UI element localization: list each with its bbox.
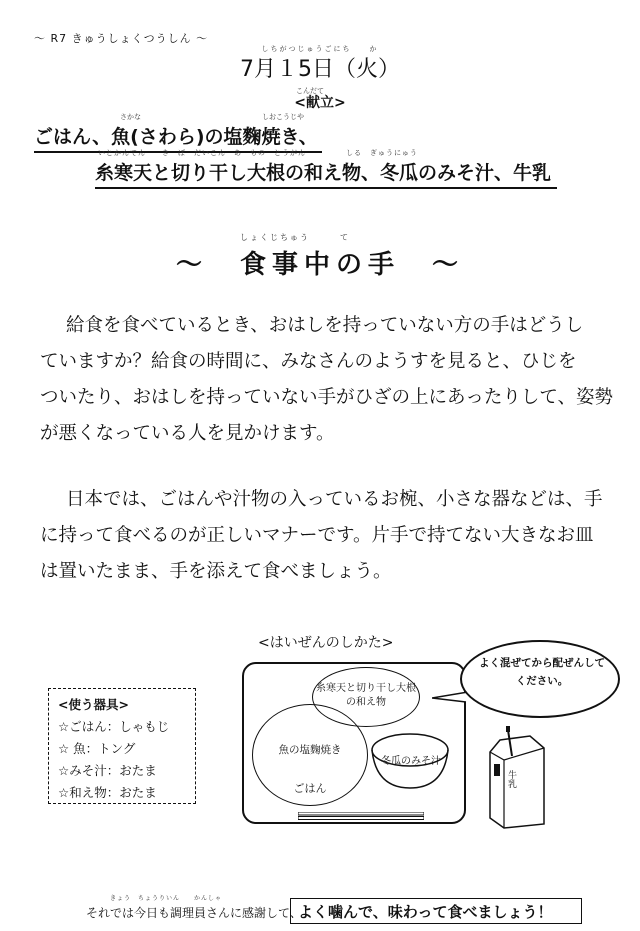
utensil-item: ☆ごはん：しゃもじ [58,719,170,734]
section-title: ～ 食事中の手 ～ [175,250,464,280]
section-title-ruby: しょくじちゅう て [240,233,350,242]
date-title: 7月１5日（火） [240,57,400,82]
menu-line1-ruby-a: さかな [120,113,141,121]
milk-label: 牛乳 [506,770,516,788]
utensils-title: <使う器具> [58,697,129,712]
menu-line2: 糸寒天と切り干し大根の和え物、冬瓜のみそ汁、牛乳 [95,158,557,189]
utensil-item: ☆ 魚：トング [58,741,136,756]
menu-heading: <献立> [294,95,346,111]
newsletter-header: ～ R7 きゅうしょくつうしん ～ [34,32,209,45]
rice-label: ごはん [293,782,327,795]
paragraph-1-line: 給食を食べているとき、おはしを持っていない方の手はどうし [66,315,584,336]
paragraph-2 [40,482,603,590]
serving-layout-label: <はいぜんのしかた> [258,635,394,651]
paragraph-2-line: は置いたまま、手を添えて食べましょう。 [40,561,392,582]
footer-ruby: きょう ちょうりいん かんしゃ [110,895,223,902]
paragraph-1 [40,308,613,452]
utensil-item: ☆和え物：おたま [58,785,157,800]
chopsticks-icon [298,812,424,820]
soup-label: 冬瓜のみそ汁 [381,756,441,767]
paragraph-2-line: に持って食べるのが正しいマナーです。片手で持てない大きなお皿 [40,525,594,546]
footer-text: それでは今日も調理員さんに感謝して、 [86,906,302,920]
speech-bubble-tail-icon [432,690,468,704]
menu-line1: ごはん、魚(さわら)の塩麴焼き、 [34,122,322,153]
side-dish-label: 糸寒天と切り干し大根の和え物 [316,683,416,708]
footer-emphasis: よく噛んで、味わって食べましょう！ [298,903,553,921]
paragraph-1-line: ていますか？給食の時間に、みなさんのようすを見ると、ひじを [40,351,577,372]
paragraph-2-line: 日本では、ごはんや汁物の入っているお椀、小さな器などは、手 [66,489,603,510]
utensil-item: ☆みそ汁：おたま [58,763,157,778]
paragraph-1-line: が悪くなっている人を見かけます。 [40,423,335,444]
menu-heading-ruby: こんだて [296,87,324,95]
utensils-list [58,694,192,804]
main-dish-label: 魚の塩麴焼き [278,744,342,756]
menu-line1-ruby-b: しおこうじや [262,113,304,121]
date-ruby: しちがつじゅうごにち か [261,45,379,53]
menu-line2-ruby: いとかんてん き ぼ だいこん あ もの とうがん しる ぎゅうにゅう [98,149,418,157]
paragraph-1-line: ついたり、おはしを持っていない手がひざの上にあったりして、姿勢 [40,387,613,408]
speech-bubble-text: よく混ぜてから配ぜんしてください。 [479,657,605,687]
